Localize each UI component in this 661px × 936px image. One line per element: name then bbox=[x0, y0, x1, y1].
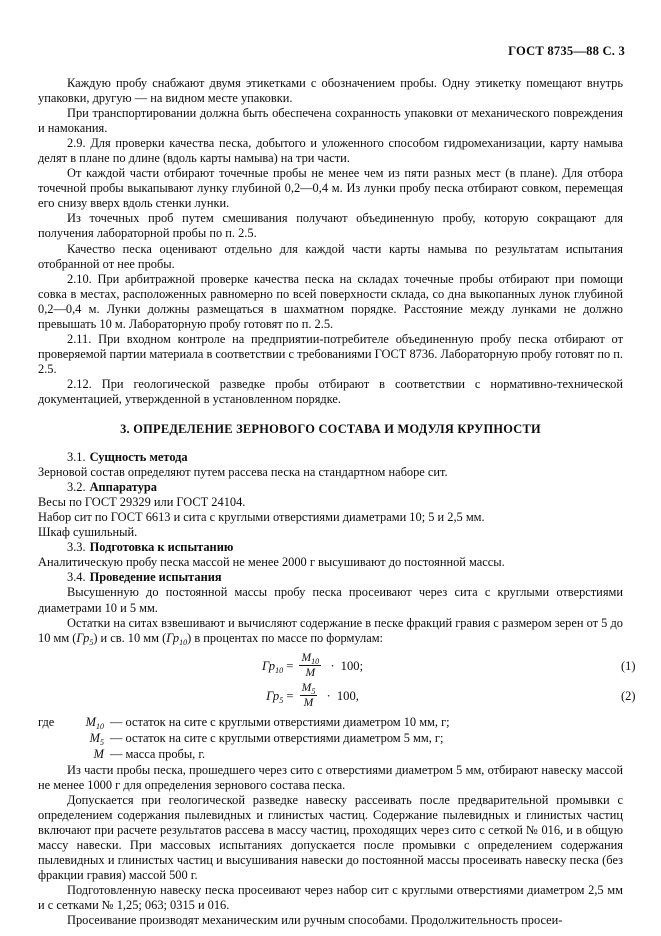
clause-3-1 bbox=[38, 450, 623, 465]
paragraph-clause-2-9: 2.9. Для проверки качества песка, добытого и уложенного способом гидромеханизации, карту намыва делят в плане по длине (вдоль карты намыва) на три части. bbox=[38, 136, 623, 166]
paragraph-clause-2-10: 2.10. При арбитражной проверке качества песка на складах точечные пробы отбирают при помощи совка в местах, расположенных равномерно по всей поверхности склада, со дна выкопанных лунок глубиной 0,2—0,4 м. Лунки должны размещаться в шахматном порядке. Расстояние между лунками не должно превышать 10 м. Лабораторную пробу готовят по п. 2.5. bbox=[38, 271, 623, 331]
where-definition: — остаток на сите с круглыми отверстиями диаметром 10 мм, г; bbox=[110, 714, 450, 729]
clause-3-3-number: 3.3. bbox=[67, 540, 86, 555]
formula-2-fraction bbox=[300, 682, 318, 709]
formula-1 bbox=[38, 652, 623, 682]
where-symbol: M bbox=[93, 746, 104, 761]
where-row bbox=[38, 747, 623, 763]
formula-1-lhs: $Гр_{10}$ bbox=[261, 658, 284, 675]
formula-row-1 bbox=[38, 651, 636, 682]
formula-2-factor: 100, bbox=[336, 688, 359, 703]
formula-1-multiply: · bbox=[330, 658, 335, 673]
paragraph-sieve-set: Подготовленную навеску песка просеивают через набор сит с круглыми отверстиями диаметром 2,5 мм и с сетками № 1,25; 063; 0315 и 016. bbox=[38, 883, 623, 913]
clause-3-4-body-2 bbox=[38, 616, 623, 647]
formula-intro-c: ) в процентах по массе по формулам: bbox=[187, 630, 383, 645]
formula-2 bbox=[38, 682, 623, 712]
formula-2-equals: = bbox=[286, 688, 294, 703]
formula-1-factor: 100; bbox=[340, 658, 364, 673]
paragraph-geological-survey: Допускается при геологической разведке навеску рассеивать после предварительной промывки с определением содержания пылевидных и глинистых частиц. Содержание пылевидных и глинистых частиц включают при расчете результатов рассева в массу частиц, проходящих через сито с сеткой № 016, и в общую массу навески. При массовых испытаниях допускается после промывки с определением содержания пылевидных и глинистых частиц и высушивания навески до постоянной массы просеивать навеску песка (без фракции гравия) массой 500 г. bbox=[38, 792, 623, 883]
where-row bbox=[38, 731, 623, 747]
where-lead: где bbox=[38, 714, 55, 729]
formula-2-denominator: M bbox=[300, 695, 318, 709]
paragraph-spot-samples: От каждой части отбирают точечные пробы не менее чем из пяти разных мест (в плане). Для отбора точечной пробы выкапывают лунку глубиной 0,2—0,4 м. Из лунки пробу песка отбирают совком, перемещая его снизу вверх вдоль стенки лунки. bbox=[38, 166, 623, 211]
paragraph-clause-2-12: 2.12. При геологической разведке пробы отбирают в соответствии с нормативно-технической документацией, утвержденной в установленном порядке. bbox=[38, 376, 623, 406]
symbol-gr10: $Гр_{10}$ bbox=[166, 630, 188, 647]
section-heading-3: 3. ОПРЕДЕЛЕНИЕ ЗЕРНОВОГО СОСТАВА И МОДУЛЯ КРУПНОСТИ bbox=[120, 422, 541, 437]
symbol-gr5-sub: 5 bbox=[89, 637, 94, 647]
formula-2-multiply: · bbox=[326, 688, 331, 703]
clause-3-2 bbox=[38, 480, 623, 495]
clause-3-1-number: 3.1. bbox=[67, 450, 86, 465]
where-symbol: $M_{10}$ bbox=[85, 714, 104, 731]
formula-2-lhs: $Гр_5$ bbox=[266, 688, 284, 705]
clause-3-2-number: 3.2. bbox=[67, 480, 86, 495]
paragraph-combined-sample: Из точечных проб путем смешивания получают объединенную пробу, которую сокращают для получения лабораторной пробы по п. 2.5. bbox=[38, 211, 623, 241]
page-header: ГОСТ 8735—88 С. 3 bbox=[508, 44, 625, 58]
formula-1-number: (1) bbox=[621, 658, 636, 673]
clause-3-1-body: Зерновой состав определяют путем рассева песка на стандартном наборе сит. bbox=[38, 465, 448, 480]
paragraph-sieving-method: Просеивание производят механическим или ручным способами. Продолжительность просеи- bbox=[67, 913, 563, 928]
clause-3-4-number: 3.4. bbox=[67, 570, 86, 585]
clause-3-2-title: Аппаратура bbox=[89, 480, 157, 495]
where-row bbox=[38, 715, 623, 731]
clause-3-4-title: Проведение испытания bbox=[89, 570, 222, 585]
paragraph-clause-2-11: 2.11. При входном контроле на предприятии-потребителе объединенную пробу песка отбирают от проверяемой партии материала в соответствии с требованиями ГОСТ 8736. Лабораторную пробу готовят по п. 2.5. bbox=[38, 331, 624, 376]
clause-3-4 bbox=[38, 570, 623, 585]
formula-2-number: (2) bbox=[621, 688, 636, 703]
document-body bbox=[38, 76, 636, 928]
paragraph-labels: Каждую пробу снабжают двумя этикетками с обозначением пробы. Одну этикетку помещают внутрь упаковки, другую — на видном месте упаковки. bbox=[38, 76, 623, 106]
where-definition: — масса пробы, г. bbox=[110, 746, 206, 761]
formula-2-numerator: $M_5$ bbox=[301, 681, 316, 697]
symbol-gr5: $Гр_5$ bbox=[76, 630, 94, 647]
clause-3-2-line-3: Шкаф сушильный. bbox=[38, 525, 138, 540]
formula-row-2 bbox=[38, 681, 636, 712]
symbol-gr10-sub: 10 bbox=[179, 637, 188, 647]
clause-3-4-body-1: Высушенную до постоянной массы пробу песка просеивают через сита с круглыми отверстиями диаметрами 10 и 5 мм. bbox=[38, 585, 623, 615]
formula-1-fraction bbox=[299, 652, 321, 679]
paragraph-weighed-portion: Из части пробы песка, прошедшего через сито с отверстиями диаметром 5 мм, отбирают навеску массой не менее 1000 г для определения зернового состава песка. bbox=[38, 762, 623, 792]
paragraph-quality-assessment: Качество песка оценивают отдельно для каждой части карты намыва по результатам испытания отобранной от нее пробы. bbox=[38, 241, 623, 271]
clause-3-2-line-1: Весы по ГОСТ 29329 или ГОСТ 24104. bbox=[38, 495, 246, 510]
formula-1-equals: = bbox=[286, 658, 294, 673]
formula-1-denominator: M bbox=[299, 665, 321, 679]
formula-1-numerator: $M_{10}$ bbox=[301, 651, 320, 667]
clause-3-3 bbox=[38, 540, 623, 555]
where-definitions bbox=[38, 715, 623, 763]
clause-3-3-body: Аналитическую пробу песка массой не менее 2000 г высушивают до постоянной массы. bbox=[38, 555, 505, 570]
where-symbol: $M_5$ bbox=[89, 730, 104, 747]
where-definition: — остаток на сите с круглыми отверстиями диаметром 5 мм, г; bbox=[110, 730, 444, 745]
formula-intro-b: ) и св. 10 мм ( bbox=[93, 630, 167, 645]
clause-3-1-title: Сущность метода bbox=[89, 450, 188, 465]
clause-3-2-line-2: Набор сит по ГОСТ 6613 и сита с круглыми отверстиями диаметрами 10; 5 и 2,5 мм. bbox=[38, 510, 485, 525]
paragraph-transport: При транспортировании должна быть обеспечена сохранность упаковки от механического повреждения и намокания. bbox=[38, 106, 623, 136]
clause-3-3-title: Подготовка к испытанию bbox=[89, 540, 234, 555]
formula-intro-a: Остатки на ситах взвешивают и вычисляют содержание в песке фракций гравия с размером зерен от 5 до 10 мм ( bbox=[38, 615, 623, 645]
